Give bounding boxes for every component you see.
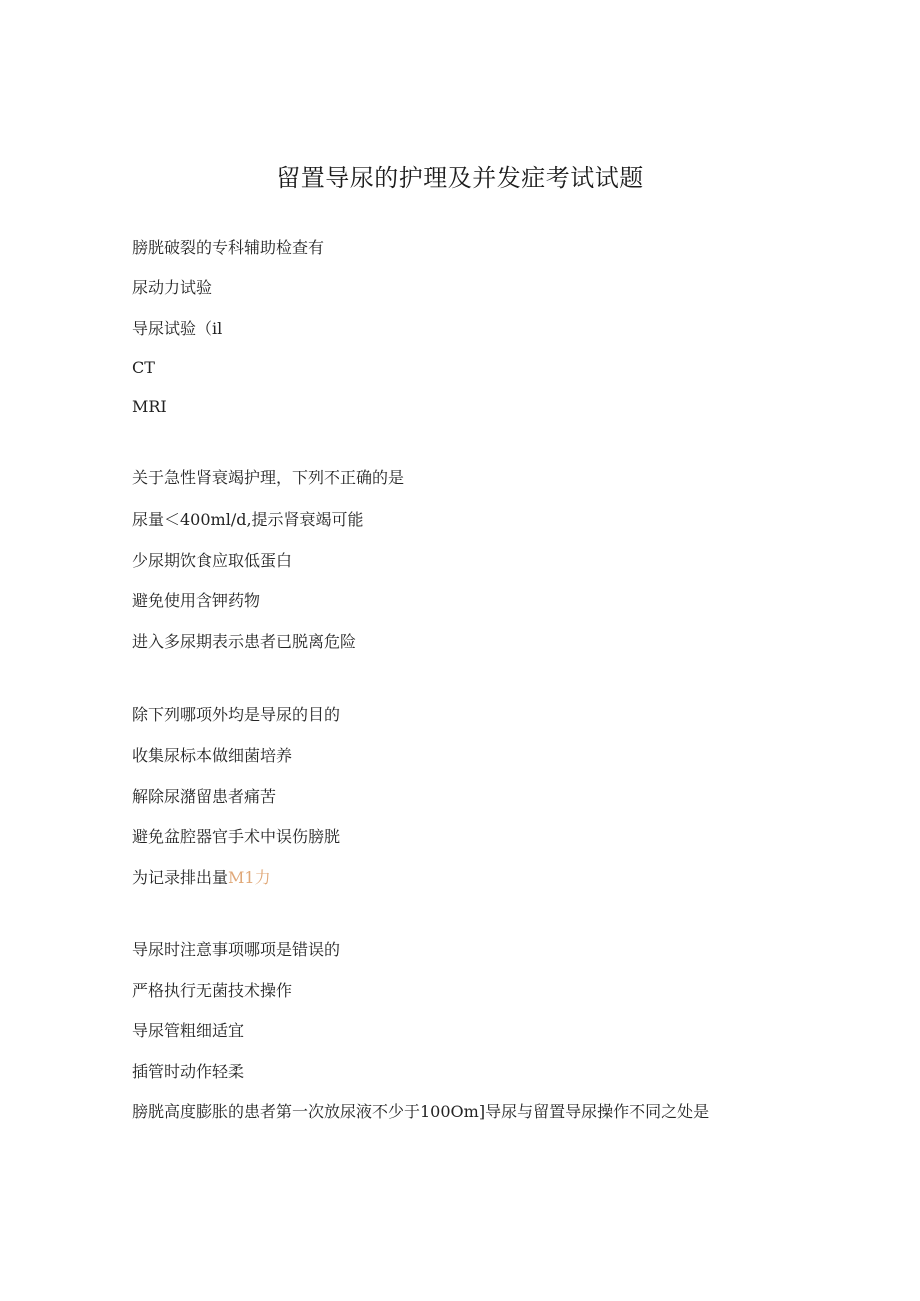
answer-option: 尿量＜400ml∕d,提示肾衰竭可能: [132, 510, 364, 529]
answer-option: 解除尿潴留患者痛苦: [132, 787, 277, 806]
answer-option: CT: [132, 358, 155, 377]
answer-option: MRI: [132, 397, 167, 416]
answer-option: 少尿期饮食应取低蛋白: [132, 551, 293, 570]
answer-option: [132, 867, 271, 889]
question-stem: 关于急性肾衰竭护理，下列不正确的是: [132, 468, 405, 487]
answer-option: 导尿试验（il: [132, 319, 223, 338]
answer-option: 收集尿标本做细菌培养: [132, 746, 293, 765]
answer-option: 膀胱高度膨胀的患者第一次放尿液不少于100Om]导尿与留置导尿操作不同之处是: [132, 1102, 710, 1121]
answer-option: 严格执行无菌技术操作: [132, 981, 293, 1000]
question-stem: 导尿时注意事项哪项是错误的: [132, 940, 341, 959]
answer-option: 进入多尿期表示患者已脱离危险: [132, 632, 357, 651]
answer-option: 尿动力试验: [132, 278, 213, 297]
question-stem: 除下列哪项外均是导尿的目的: [132, 705, 341, 724]
answer-option: 导尿管粗细适宜: [132, 1021, 245, 1040]
answer-option: 插管时动作轻柔: [132, 1062, 245, 1081]
page-title: 留置导尿的护理及并发症考试试题: [276, 164, 644, 192]
garbled-ocr-text: M1力: [228, 868, 271, 887]
answer-option-text: 为记录排出量: [132, 868, 229, 887]
question-stem: 膀胱破裂的专科辅助检查有: [132, 238, 325, 257]
answer-option: 避免使用含钾药物: [132, 591, 261, 610]
answer-option: 避免盆腔器官手术中误伤膀胱: [132, 827, 341, 846]
